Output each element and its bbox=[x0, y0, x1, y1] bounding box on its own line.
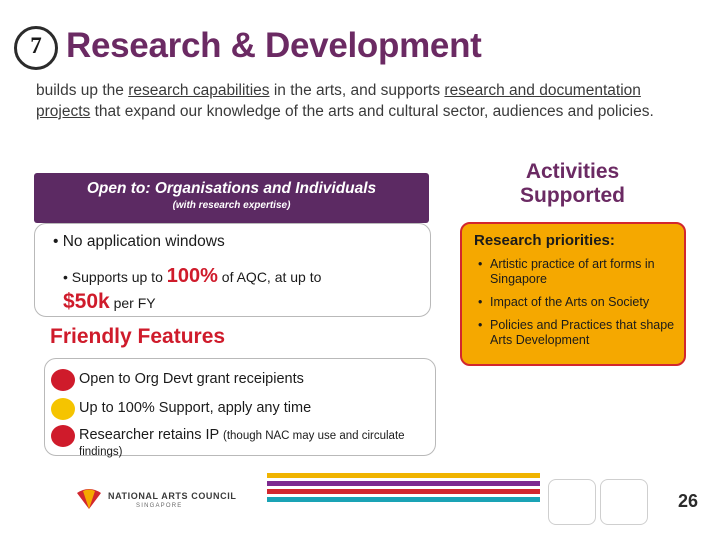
bullet-dot-icon bbox=[51, 369, 75, 391]
priority-item-3: • Policies and Practices that shape Arts Development bbox=[476, 318, 682, 348]
detail-no-windows: • No application windows bbox=[53, 233, 225, 250]
nac-logo bbox=[52, 465, 267, 540]
footer-left-mask bbox=[0, 465, 52, 540]
page-number: 26 bbox=[677, 491, 698, 511]
detail-cap-amount: $50k bbox=[63, 290, 110, 313]
feature-item-3 bbox=[79, 427, 435, 459]
intro-paragraph bbox=[36, 80, 696, 122]
activities-heading-line2: Supported bbox=[520, 184, 625, 207]
friendly-features-heading: Friendly Features bbox=[50, 325, 226, 348]
open-to-line2: (with research expertise) bbox=[172, 200, 291, 211]
priority-item-1: • Artistic practice of art forms in Singapore bbox=[476, 257, 682, 287]
intro-part-3: that expand our knowledge of the arts and cultural sector, audiences and policies. bbox=[90, 103, 654, 120]
page-title: Research & Development bbox=[66, 26, 482, 65]
details-box bbox=[34, 223, 431, 317]
activities-heading-line1: Activities bbox=[525, 160, 620, 183]
detail-support-mid: of AQC, at up to bbox=[217, 269, 322, 285]
slide-number-badge: 7 bbox=[14, 26, 58, 70]
research-priorities-box bbox=[460, 222, 686, 366]
intro-underline-2: research and documentation projects bbox=[36, 82, 641, 120]
fan-icon bbox=[74, 485, 104, 511]
feature-item-2: Up to 100% Support, apply any time bbox=[79, 400, 312, 416]
detail-support-percent: 100% bbox=[166, 265, 218, 287]
nac-logo-sub: SINGAPORE bbox=[136, 503, 183, 509]
detail-cap-period: per FY bbox=[109, 295, 156, 311]
research-priorities-title: Research priorities: bbox=[474, 232, 615, 249]
friendly-features-box bbox=[44, 358, 436, 456]
intro-part-2: in the arts, and supports bbox=[269, 82, 445, 99]
bullet-dot-icon bbox=[51, 425, 75, 447]
detail-cap-line bbox=[63, 290, 156, 314]
intro-part-1: builds up the bbox=[36, 82, 129, 99]
footer bbox=[0, 465, 720, 540]
feature-item-3-text: Researcher retains IP bbox=[79, 427, 223, 443]
intro-underline-1: research capabilities bbox=[128, 82, 270, 99]
open-to-banner bbox=[34, 173, 429, 223]
nac-logo-name: NATIONAL ARTS COUNCIL bbox=[108, 491, 237, 501]
priority-item-2: • Impact of the Arts on Society bbox=[476, 295, 682, 310]
footer-decor-1 bbox=[548, 479, 596, 525]
detail-support-line bbox=[63, 265, 321, 288]
activities-heading bbox=[460, 160, 685, 208]
feature-item-3-sub: (though NAC may use and circulate findings) bbox=[79, 430, 405, 458]
bullet-dot-icon bbox=[51, 398, 75, 420]
feature-item-1: Open to Org Devt grant receipients bbox=[79, 371, 304, 387]
detail-support-pre: • Supports up to bbox=[63, 269, 167, 285]
open-to-line1: Open to: Organisations and Individuals bbox=[86, 180, 377, 197]
footer-decor-2 bbox=[600, 479, 648, 525]
